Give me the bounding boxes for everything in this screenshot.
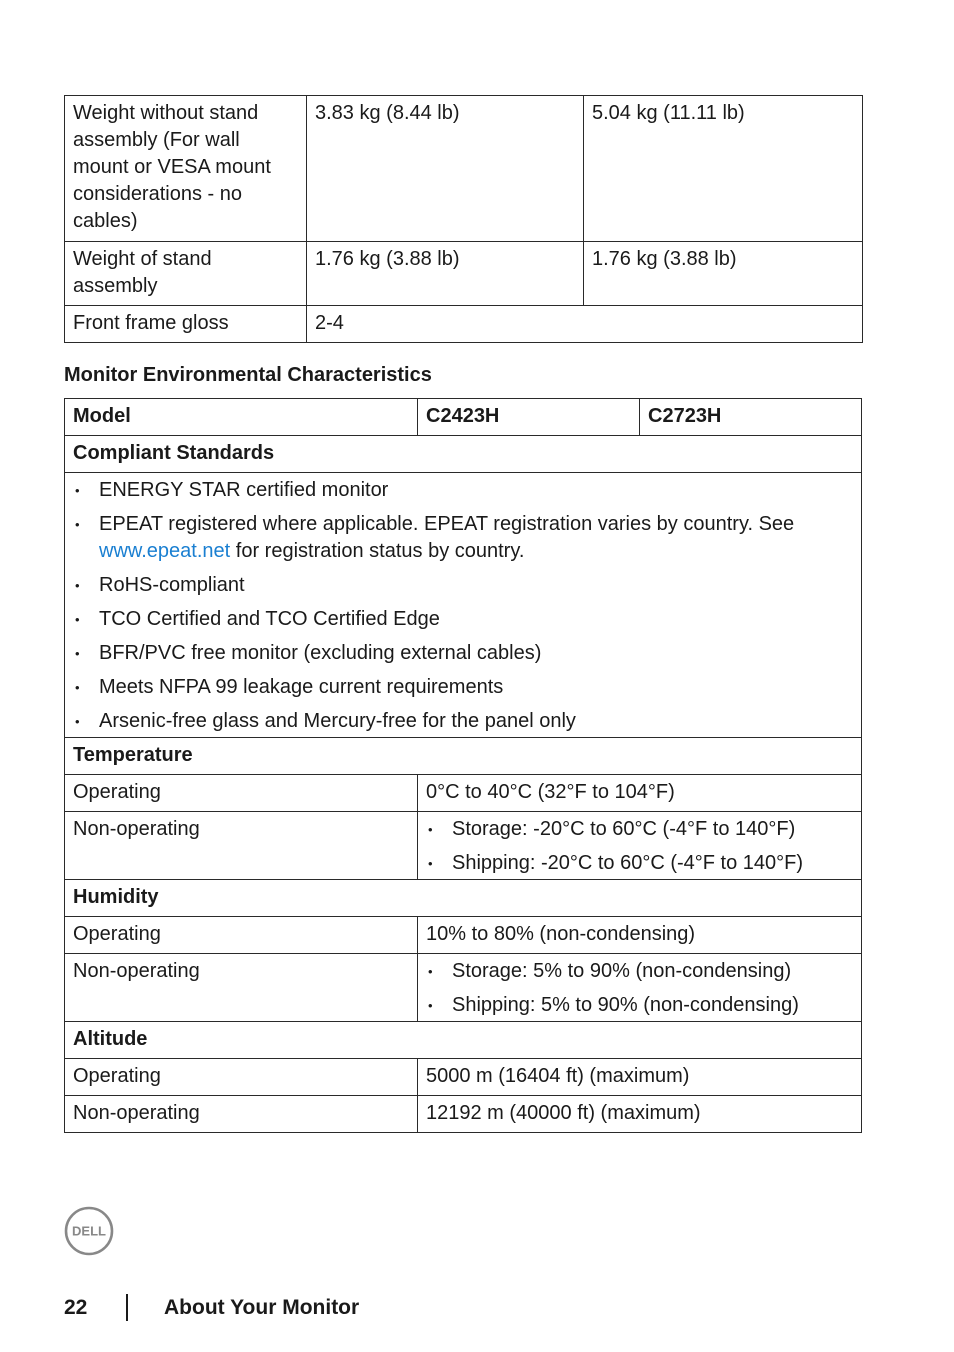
table-row xyxy=(65,242,863,306)
epeat-tail: for registration status by country. xyxy=(235,540,525,562)
list-item: • ENERGY STAR certified monitor xyxy=(73,477,847,504)
section-heading: Monitor Environmental Characteristics xyxy=(64,364,432,386)
humidity-nonoperating-list xyxy=(426,958,853,1019)
table-row xyxy=(65,880,862,917)
dell-logo-icon xyxy=(64,1206,114,1256)
altitude-nonoperating-label: Non-operating xyxy=(65,1096,418,1133)
front-frame-gloss-value: 2-4 xyxy=(307,306,863,343)
weight-stand-c2723h: 1.76 kg (3.88 lb) xyxy=(584,242,863,306)
table-row xyxy=(65,96,863,242)
weight-without-stand-label: Weight without stand assembly (For wall mount or VESA mount considerations - no cables) xyxy=(65,96,307,242)
temperature-nonoperating-cell xyxy=(418,812,862,880)
humidity-heading: Humidity xyxy=(65,880,862,917)
epeat-text: EPEAT registered where applicable. EPEAT registration varies by country. See xyxy=(99,513,795,535)
table-header-row xyxy=(65,399,862,436)
list-item: • TCO Certified and TCO Certified Edge xyxy=(73,606,847,633)
list-item: • Storage: -20°C to 60°C (-4°F to 140°F) xyxy=(426,816,853,843)
table-row xyxy=(65,1059,862,1096)
table-row xyxy=(65,954,862,1022)
table-row xyxy=(65,738,862,775)
temperature-nonoperating-list xyxy=(426,816,853,877)
table-row xyxy=(65,473,862,738)
footer-title: About Your Monitor xyxy=(164,1296,360,1319)
list-item: • Arsenic-free glass and Mercury-free for the panel only xyxy=(73,708,847,735)
table-row xyxy=(65,812,862,880)
weight-stand-c2423h: 1.76 kg (3.88 lb) xyxy=(307,242,584,306)
table-row xyxy=(65,917,862,954)
list-item xyxy=(73,511,847,565)
environmental-table xyxy=(64,398,862,1133)
list-item: • Shipping: 5% to 90% (non-condensing) xyxy=(426,992,853,1019)
weight-table xyxy=(64,95,863,343)
compliant-standards-cell xyxy=(65,473,862,738)
altitude-operating-label: Operating xyxy=(65,1059,418,1096)
compliant-standards-list xyxy=(73,477,847,735)
epeat-link[interactable]: www.epeat.net xyxy=(99,540,231,562)
table-row xyxy=(65,306,863,343)
humidity-operating-label: Operating xyxy=(65,917,418,954)
humidity-nonoperating-cell xyxy=(418,954,862,1022)
header-c2423h: C2423H xyxy=(418,399,640,436)
temperature-operating-label: Operating xyxy=(65,775,418,812)
humidity-operating-value: 10% to 80% (non-condensing) xyxy=(418,917,862,954)
list-item: • Shipping: -20°C to 60°C (-4°F to 140°F) xyxy=(426,850,853,877)
altitude-nonoperating-value: 12192 m (40000 ft) (maximum) xyxy=(418,1096,862,1133)
list-item: • Meets NFPA 99 leakage current requirements xyxy=(73,674,847,701)
front-frame-gloss-label: Front frame gloss xyxy=(65,306,307,343)
weight-without-stand-c2423h: 3.83 kg (8.44 lb) xyxy=(307,96,584,242)
temperature-nonoperating-label: Non-operating xyxy=(65,812,418,880)
footer-divider xyxy=(126,1294,128,1321)
weight-without-stand-c2723h: 5.04 kg (11.11 lb) xyxy=(584,96,863,242)
altitude-heading: Altitude xyxy=(65,1022,862,1059)
temperature-operating-value: 0°C to 40°C (32°F to 104°F) xyxy=(418,775,862,812)
humidity-nonoperating-label: Non-operating xyxy=(65,954,418,1022)
list-item: • Storage: 5% to 90% (non-condensing) xyxy=(426,958,853,985)
list-item: • BFR/PVC free monitor (excluding external cables) xyxy=(73,640,847,667)
temperature-heading: Temperature xyxy=(65,738,862,775)
compliant-standards-heading: Compliant Standards xyxy=(65,436,862,473)
table-row xyxy=(65,1022,862,1059)
weight-stand-label: Weight of stand assembly xyxy=(65,242,307,306)
page-number: 22 xyxy=(64,1296,88,1319)
header-model: Model xyxy=(65,399,418,436)
logo-text: DELL xyxy=(72,1223,106,1239)
table-row xyxy=(65,1096,862,1133)
table-row xyxy=(65,775,862,812)
altitude-operating-value: 5000 m (16404 ft) (maximum) xyxy=(418,1059,862,1096)
list-item: • RoHS-compliant xyxy=(73,572,847,599)
table-row xyxy=(65,436,862,473)
header-c2723h: C2723H xyxy=(640,399,862,436)
